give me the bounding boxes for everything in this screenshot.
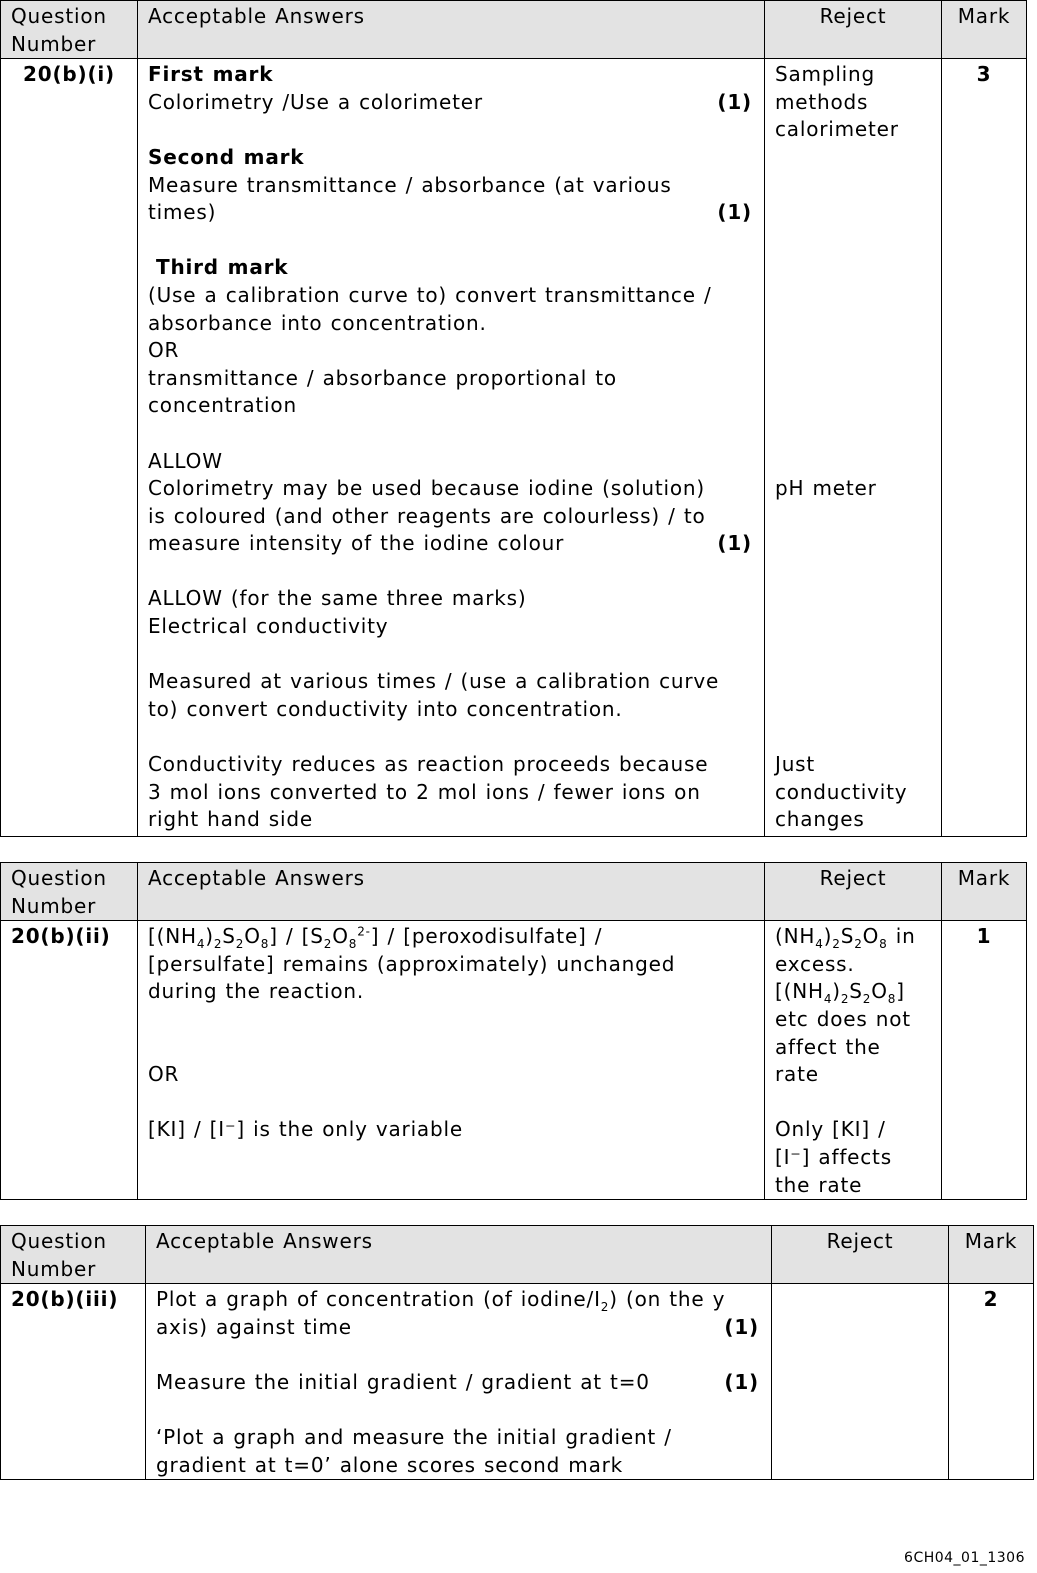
- or-text: OR: [148, 338, 180, 363]
- mark-scheme-table-20bii: [0, 862, 1027, 1200]
- reject-line: Just: [775, 752, 816, 777]
- mark-value: 3: [942, 59, 1027, 837]
- answer-formula-line: $[(NH_4)_2S_2O_8] / [S_2O_8^{2-}]$ / [peroxodisulfate] /: [148, 924, 603, 952]
- first-mark-heading: First mark: [148, 62, 274, 87]
- third-mark-line: absorbance into concentration.: [148, 310, 487, 335]
- second-mark-score: (1): [717, 200, 752, 225]
- header-reject: Reject: [765, 863, 942, 921]
- allow2-line: Electrical conductivity: [148, 614, 389, 639]
- third-alt-line: transmittance / absorbance proportional to: [148, 365, 617, 390]
- question-number: 20(b)(ii): [1, 921, 138, 1200]
- header-question-number: Question Number: [1, 863, 138, 921]
- answer-row: [156, 1369, 761, 1397]
- header-question-number: Question Number: [1, 1226, 146, 1284]
- acceptable-answers-cell: [146, 1284, 772, 1480]
- header-question-number: Question Number: [1, 1, 138, 59]
- reject-line: calorimeter: [775, 117, 899, 142]
- second-mark-heading: Second mark: [148, 144, 305, 169]
- header-mark: Mark: [949, 1226, 1034, 1284]
- allow-score: (1): [717, 531, 752, 556]
- allow-line: is coloured (and other reagents are colourless) / to: [148, 503, 706, 528]
- reject-line: [I⁻] affects: [775, 1144, 892, 1169]
- measured-line: to) convert conductivity into concentration.: [148, 696, 623, 721]
- first-mark-row: [148, 89, 754, 117]
- answer-line: gradient at t=0’ alone scores second mark: [156, 1452, 624, 1477]
- reject-line: affect the: [775, 1034, 881, 1059]
- mark-scheme-table-20biii: [0, 1225, 1034, 1480]
- reject-line: pH meter: [775, 476, 877, 501]
- question-number: 20(b)(iii): [1, 1284, 146, 1480]
- answer-line: Measure the initial gradient / gradient at t=0: [156, 1369, 650, 1394]
- second-mark-row: [148, 199, 754, 227]
- answer-line: Plot a graph of concentration (of iodine/$I_2$) (on the y: [156, 1287, 726, 1315]
- reject-line: Only [KI] /: [775, 1117, 886, 1142]
- allow2-heading: ALLOW (for the same three marks): [148, 586, 527, 611]
- reject-line: changes: [775, 807, 865, 832]
- header-mark: Mark: [942, 863, 1027, 921]
- header-row: [1, 863, 1027, 921]
- header-acceptable-answers: Acceptable Answers: [138, 863, 765, 921]
- reject-formula-line: $[(NH_4)_2S_2O_8]$: [775, 979, 905, 1007]
- table-row: [1, 921, 1027, 1200]
- reject-line: Sampling: [775, 62, 876, 87]
- or-text: OR: [148, 1062, 180, 1087]
- answer-line: axis) against time: [156, 1314, 352, 1339]
- reject-line: conductivity: [775, 779, 908, 804]
- question-number: 20(b)(i): [1, 59, 138, 837]
- answer-score: (1): [724, 1369, 759, 1394]
- conductivity-line: 3 mol ions converted to 2 mol ions / fewer ions on: [148, 779, 701, 804]
- reject-line: rate: [775, 1062, 819, 1087]
- conductivity-line: right hand side: [148, 807, 313, 832]
- third-mark-line: (Use a calibration curve to) convert transmittance /: [148, 282, 712, 307]
- third-alt-line: concentration: [148, 393, 297, 418]
- conductivity-line: Conductivity reduces as reaction proceeds because: [148, 752, 709, 777]
- header-reject: Reject: [765, 1, 942, 59]
- mark-value: 2: [949, 1284, 1034, 1480]
- answer-line: [persulfate] remains (approximately) unchanged: [148, 951, 676, 976]
- reject-line: the rate: [775, 1172, 863, 1197]
- answer-line: [KI] / [I⁻] is the only variable: [148, 1117, 463, 1142]
- allow-line: measure intensity of the iodine colour: [148, 531, 565, 556]
- answer-score: (1): [724, 1314, 759, 1339]
- third-mark-heading: Third mark: [156, 255, 289, 280]
- header-mark: Mark: [942, 1, 1027, 59]
- header-reject: Reject: [772, 1226, 949, 1284]
- reject-cell: [765, 921, 942, 1200]
- header-acceptable-answers: Acceptable Answers: [146, 1226, 772, 1284]
- answer-line: during the reaction.: [148, 979, 365, 1004]
- mark-value: 1: [942, 921, 1027, 1200]
- reject-formula-line: $(NH_4)_2S_2O_8$ in: [775, 924, 916, 952]
- document-code-footer: 6CH04_01_1306: [904, 1550, 1025, 1566]
- second-mark-line: Measure transmittance / absorbance (at various: [148, 172, 672, 197]
- header-row: [1, 1226, 1034, 1284]
- first-mark-score: (1): [717, 89, 752, 114]
- first-mark-text: Colorimetry /Use a colorimeter: [148, 89, 483, 114]
- table-row: [1, 59, 1027, 837]
- measured-line: Measured at various times / (use a calibration curve: [148, 669, 720, 694]
- acceptable-answers-cell: [138, 59, 765, 837]
- reject-cell: [765, 59, 942, 837]
- allow-heading: ALLOW: [148, 448, 223, 473]
- header-row: [1, 1, 1027, 59]
- table-row: [1, 1284, 1034, 1480]
- reject-cell: [772, 1284, 949, 1480]
- allow-row: [148, 530, 754, 558]
- second-mark-line: times): [148, 200, 217, 225]
- header-acceptable-answers: Acceptable Answers: [138, 1, 765, 59]
- reject-line: methods: [775, 89, 869, 114]
- allow-line: Colorimetry may be used because iodine (solution): [148, 476, 705, 501]
- reject-line: etc does not: [775, 1006, 911, 1031]
- answer-row: [156, 1314, 761, 1342]
- answer-line: ‘Plot a graph and measure the initial gradient /: [156, 1425, 672, 1450]
- acceptable-answers-cell: [138, 921, 765, 1200]
- reject-line: excess.: [775, 951, 855, 976]
